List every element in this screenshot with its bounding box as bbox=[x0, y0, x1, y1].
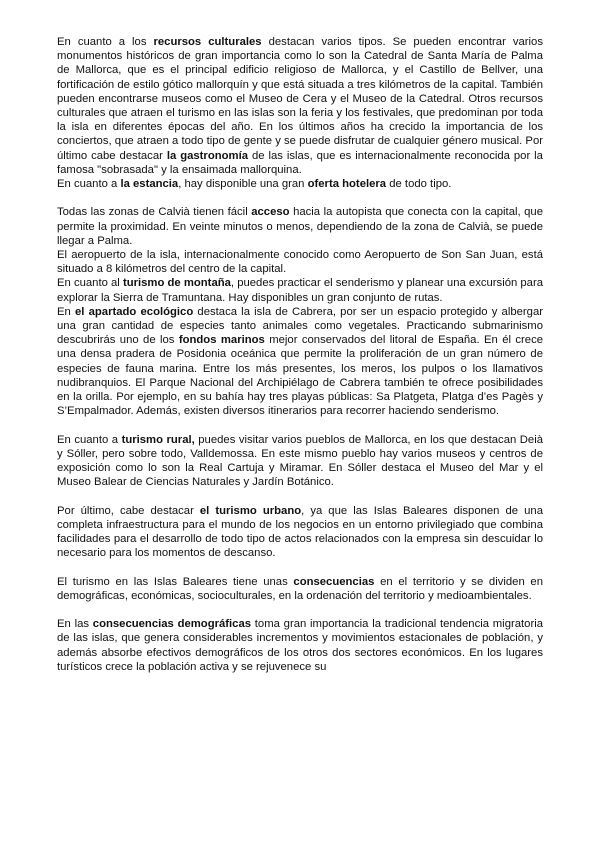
text-run: , ya que las Islas Baleares disponen de una completa infraestructura para el mundo de los negocios en un entorno privilegiado que combina facilidades para el desarrollo de todo tipo de actos relacionados con la empresa sin descuidar lo necesario para los momentos de descanso. bbox=[57, 504, 543, 560]
paragraph-estancia bbox=[57, 177, 543, 191]
text-run: En cuanto a bbox=[57, 178, 121, 191]
bold-term-apartado-ecologico: el apartado ecológico bbox=[75, 305, 194, 318]
text-run: destacan varios tipos. Se pueden encontrar varios monumentos históricos de gran importancia como lo son la Catedral de Santa María de Palma de Mallorca, que es el principal edificio religioso de Mallorca, y el Castillo de Bellver, una fortificación de estilo gótico mallorquín y que está situada a tres kilómetros de la capital. También pueden encontrarse museos como el Museo de Cera y el Museo de la Catedral. Otros recursos culturales que atraen el turismo en las islas son la feria y los festivales, que predominan por toda la isla en diferentes épocas del año. En los últimos años ha crecido la importancia de los conciertos, que atraen a todo tipo de gente y se puede disfrutar de cualquier género musical. Por último cabe destacar bbox=[57, 36, 543, 162]
text-run: El turismo en las Islas Baleares tiene unas bbox=[57, 575, 294, 588]
text-run: En cuanto a bbox=[57, 433, 122, 446]
text-run: Por último, cabe destacar bbox=[57, 504, 200, 517]
text-run: en el territorio y se dividen en demográficas, económicas, socioculturales, en la ordenación del territorio y medioambientales. bbox=[57, 575, 543, 602]
text-run: destaca la isla de Cabrera, por ser un espacio protegido y albergar una gran cantidad de especies tanto animales como vegetales. Practicando submarinismo descubrirás uno de los bbox=[57, 305, 544, 347]
bold-term-fondos-marinos: fondos marinos bbox=[178, 334, 265, 347]
bold-term-consecuencias-demograficas: consecuencias demográficas bbox=[92, 618, 252, 631]
paragraph-aeropuerto bbox=[57, 248, 543, 276]
paragraph-recursos-culturales bbox=[57, 35, 543, 177]
text-run: , hay disponible una gran bbox=[178, 178, 308, 191]
text-run: de las islas, que es internacionalmente reconocida por la famosa "sobrasada" y la ensaimada mallorquina. bbox=[57, 149, 543, 176]
bold-term-turismo-rural: turismo rural, bbox=[121, 433, 195, 446]
bold-term-recursos-culturales: recursos culturales bbox=[153, 36, 262, 48]
bold-term-gastronomia: la gastronomía bbox=[166, 149, 248, 162]
bold-term-consecuencias: consecuencias bbox=[293, 575, 375, 588]
paragraph-ecologico bbox=[57, 305, 543, 419]
text-run: toma gran importancia la tradicional tendencia migratoria de las islas, que genera considerables incrementos y movimientos estacionales de población, y además absorbe efectivos demográficos de los otros dos sectores económicos. En los lugares turísticos crece la población activa y se rejuvenece su bbox=[57, 618, 543, 673]
paragraph-consecuencias bbox=[57, 575, 543, 603]
text-run: , puedes practicar el senderismo y planear una excursión para explorar la Sierra de Tramuntana. Hay disponibles un gran conjunto de rutas. bbox=[57, 277, 544, 304]
text-run: En cuanto a los bbox=[57, 36, 154, 48]
bold-term-turismo-montana: turismo de montaña bbox=[122, 277, 231, 290]
text-run: Todas las zonas de Calvià tienen fácil bbox=[57, 206, 252, 219]
text-run: hacia la autopista que conecta con la capital, que permite la proximidad. En veinte minutos o menos, dependiendo de la zona de Calvià, se puede llegar a Palma. bbox=[57, 206, 543, 247]
paragraph-turismo-urbano bbox=[57, 504, 543, 561]
text-run: En cuanto al bbox=[57, 277, 123, 290]
bold-term-estancia: la estancia bbox=[120, 178, 179, 191]
text-run: puedes visitar varios pueblos de Mallorca, en los que destacan Deià y Sóller, pero sobre todo, Valldemossa. En este mismo pueblo hay varios museos y centros de exposición como lo son la Real Cartuja y Miramar. En Sóller destaca el Museo del Mar y el Museo Balear de Ciencias Naturales y Jardín Botánico. bbox=[57, 433, 544, 489]
bold-term-turismo-urbano: el turismo urbano bbox=[199, 504, 302, 517]
bold-term-oferta-hotelera: oferta hotelera bbox=[307, 178, 387, 191]
bold-term-acceso: acceso bbox=[251, 206, 290, 219]
text-run: de todo tipo. bbox=[386, 178, 452, 191]
paragraph-turismo-rural bbox=[57, 433, 543, 490]
text-run: El aeropuerto de la isla, internacionalmente conocido como Aeropuerto de Son San Juan, está situado a 8 kilómetros del centro de la capital. bbox=[57, 249, 543, 276]
document-page bbox=[57, 35, 543, 674]
paragraph-acceso bbox=[57, 205, 543, 248]
paragraph-turismo-montana bbox=[57, 276, 543, 304]
paragraph-consecuencias-demograficas bbox=[57, 617, 543, 674]
text-run: En las bbox=[57, 618, 93, 631]
text-run: En bbox=[57, 305, 76, 318]
text-run: mejor conservados del litoral de España. En él crece una densa pradera de Posidonia oceánica que permite la proliferación de un gran número de especies de fauna marina. Entre los más presentes, los meros, los pulpos o los llamativos nudibranquios. El Parque Nacional del Archipiélago de Cabrera también te ofrece posibilidades en la orilla. Por ejemplo, en su bahía hay tres playas públicas: Sa Platgeta, Platga d’es Pagès y S’Empalmador. Además, existen diversos itinerarios para recorrer haciendo senderismo. bbox=[57, 334, 544, 418]
